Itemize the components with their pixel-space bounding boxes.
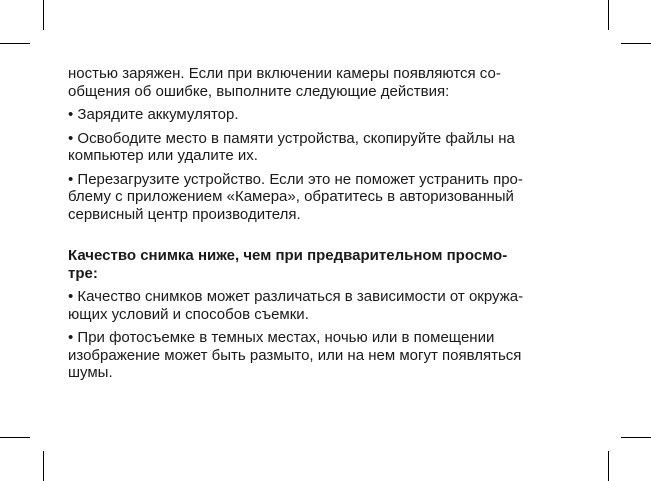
bullet-dark-places: • При фотосъемке в темных местах, ночью или в помещении	[68, 329, 495, 346]
section-heading: Качество снимка ниже, чем при предварительном просмо-	[68, 247, 508, 264]
intro-paragraph-line: общения об ошибке, выполните следующие действия:	[68, 82, 450, 100]
bullet-restart-device-cont: блему с приложением «Камера», обратитесь в авторизованный	[68, 188, 514, 205]
bullet-restart-device-cont: сервисный центр производителя.	[68, 205, 301, 223]
crop-mark-bottom-left	[43, 451, 44, 481]
bullet-free-memory: • Освободите место в памяти устройства, скопируйте файлы на	[68, 129, 515, 147]
bullet-charge-battery: • Зарядите аккумулятор.	[68, 106, 239, 123]
crop-mark-bottom-right-h	[621, 437, 651, 438]
crop-mark-top-right-h	[621, 43, 651, 44]
intro-paragraph-line: ностью заряжен. Если при включении камеры появляются со-	[68, 65, 501, 82]
crop-mark-top-left	[43, 0, 44, 30]
section-heading-cont: тре:	[68, 264, 98, 282]
crop-mark-bottom-right	[608, 451, 609, 481]
bullet-restart-device: • Перезагрузите устройство. Если это не поможет устранить про-	[68, 170, 523, 188]
bullet-dark-places-cont: шумы.	[68, 364, 113, 381]
bullet-dark-places-cont: изображение может быть размыто, или на нем могут появляться	[68, 346, 522, 364]
manual-page-body	[68, 65, 552, 382]
crop-mark-top-left-h	[0, 43, 30, 44]
bullet-quality-varies-cont: ющих условий и способов съемки.	[68, 305, 309, 323]
crop-mark-bottom-left-h	[0, 437, 30, 438]
crop-mark-top-right	[608, 0, 609, 30]
bullet-quality-varies: • Качество снимков может различаться в зависимости от окружа-	[68, 288, 524, 305]
bullet-free-memory-cont: компьютер или удалите их.	[68, 147, 258, 164]
